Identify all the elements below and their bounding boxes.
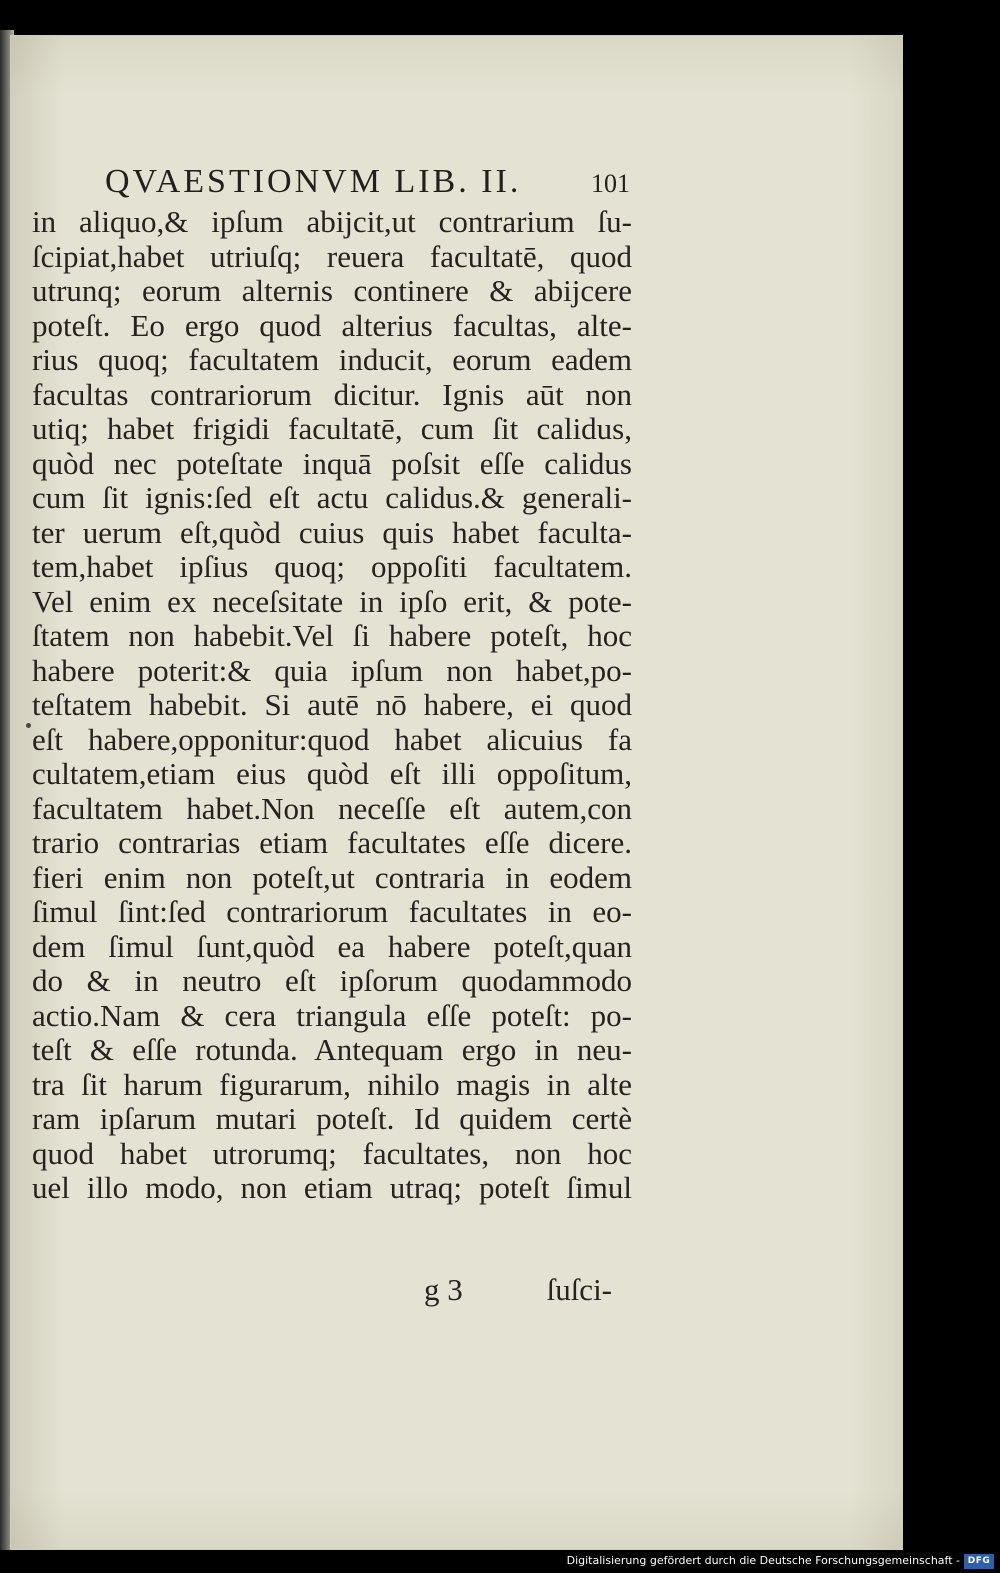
text-line: facultas contrariorum dicitur. Ignis aūt non (32, 376, 632, 412)
text-line: fieri enim non poteſt,ut contraria in eodem (32, 859, 632, 895)
text-line: teſt & eſſe rotunda. Antequam ergo in neu- (32, 1032, 632, 1067)
text-line: dem ſimul ſunt,quòd ea habere poteſt,quan (32, 928, 632, 964)
text-line: quòd nec poteſtate inquā poſsit eſſe calidus (32, 445, 632, 481)
text-line: Vel enim ex neceſsitate in ipſo erit, & pote- (32, 583, 632, 619)
text-line: ſimul ſint:ſed contrariorum facultates in eo- (32, 894, 632, 929)
text-line: habere poterit:& quia ipſum non habet,po- (32, 652, 632, 688)
dfg-logo: DFG (964, 1554, 994, 1569)
text-line: cultatem,etiam eius quòd eſt illi oppoſitum, (32, 756, 632, 791)
running-title: QVAESTIONVM LIB. II. (105, 163, 522, 200)
catchline (32, 1272, 612, 1312)
text-line: in aliquo,& ipſum abijcit,ut contrarium ſu- (32, 204, 632, 239)
signature-mark: g 3 (424, 1272, 463, 1307)
text-line: ſcipiat,habet utriuſq; reuera facultatē, quod (32, 238, 632, 274)
margin-mark (26, 723, 31, 728)
text-line: tra ſit harum figurarum, nihilo magis in alte (32, 1066, 632, 1102)
text-line: trario contrarias etiam facultates eſſe dicere. (32, 825, 632, 860)
text-line: utrunq; eorum alternis continere & abijcere (32, 273, 632, 308)
text-line: uel illo modo, non etiam utraq; poteſt ſimul (32, 1170, 632, 1205)
text-line: ram ipſarum mutari poteſt. Id quidem certè (32, 1101, 632, 1136)
footer-credit: Digitalisierung gefördert durch die Deutsche Forschungsgemeinschaft - (566, 1554, 960, 1567)
text-line: actio.Nam & cera triangula eſſe poteſt: po- (32, 997, 632, 1033)
text-line: tem,habet ipſius quoq; oppoſiti facultatem. (32, 549, 632, 584)
text-line: ter uerum eſt,quòd cuius quis habet faculta- (32, 514, 632, 550)
running-head (105, 163, 630, 207)
footer-bar (0, 1551, 1000, 1573)
text-line: quod habet utrorumq; facultates, non hoc (32, 1135, 632, 1171)
text-line: facultatem habet.Non neceſſe eſt autem,con (32, 790, 632, 826)
text-line: teſtatem habebit. Si autē nō habere, ei quod (32, 687, 632, 722)
body-text (32, 205, 632, 1206)
catchword: ſuſci- (546, 1272, 612, 1307)
text-line: eſt habere,opponitur:quod habet alicuius fa (32, 721, 632, 757)
text-line: do & in neutro eſt ipſorum quodammodo (32, 963, 632, 998)
text-line: cum ſit ignis:ſed eſt actu calidus.& generali- (32, 480, 632, 515)
page-number: 101 (591, 169, 630, 198)
text-line: utiq; habet frigidi facultatē, cum ſit calidus, (32, 411, 632, 446)
text-line: ſtatem non habebit.Vel ſi habere poteſt, hoc (32, 618, 632, 653)
text-line: rius quoq; facultatem inducit, eorum eadem (32, 342, 632, 377)
text-line: poteſt. Eo ergo quod alterius facultas, alte- (32, 307, 632, 343)
